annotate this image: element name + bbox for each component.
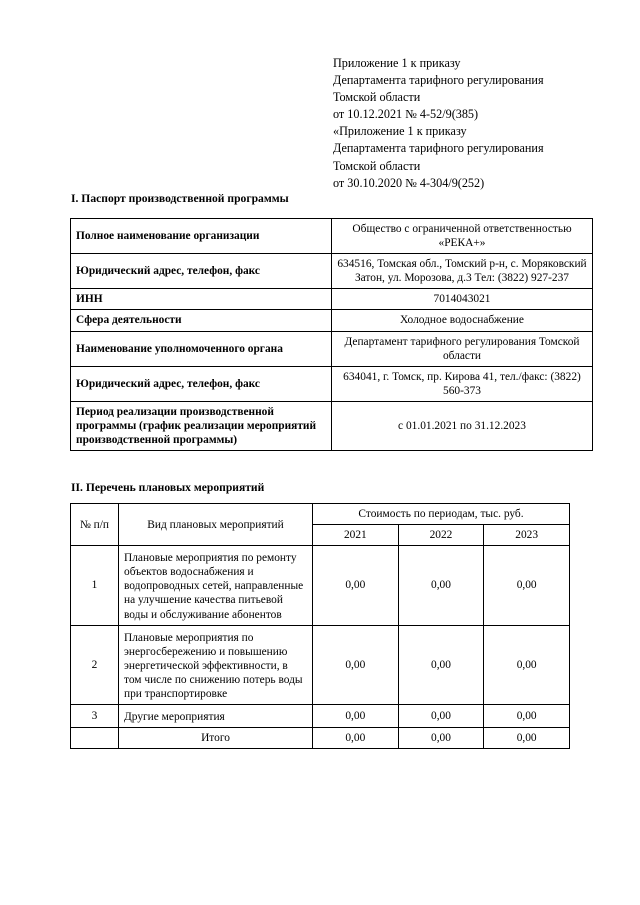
passport-row-value: 634516, Томская обл., Томский р-н, с. Моряковский Затон, ул. Морозова, д.3 Тел: (3822) 927-237 xyxy=(332,254,593,289)
measure-num: 3 xyxy=(71,705,119,728)
column-header-year-2021: 2021 xyxy=(313,525,399,546)
measure-kind: Плановые мероприятия по энергосбережению и повышению энергетической эффективности, в том числе по снижению потерь воды при транспортировке xyxy=(119,625,313,704)
measure-kind: Плановые мероприятия по ремонту объектов водоснабжения и водопроводных сетей, направленные на улучшение качества питьевой воды и обслуживание абонентов xyxy=(119,546,313,625)
column-header-num: № п/п xyxy=(71,504,119,546)
table-row xyxy=(71,546,570,625)
table-row xyxy=(71,331,593,366)
header-line: Томской области xyxy=(333,158,421,173)
measure-value-2022: 0,00 xyxy=(398,705,484,728)
table-row xyxy=(71,254,593,289)
table-header-row xyxy=(71,504,570,525)
table-row xyxy=(71,625,570,704)
passport-row-value: Общество с ограниченной ответственностью «РЕКА+» xyxy=(332,219,593,254)
total-value-2022: 0,00 xyxy=(398,728,484,749)
measure-value-2023: 0,00 xyxy=(484,546,570,625)
measure-value-2023: 0,00 xyxy=(484,625,570,704)
passport-row-label: Период реализации производственной программы (график реализации мероприятий производственной программы) xyxy=(71,401,332,450)
passport-row-label: Полное наименование организации xyxy=(71,219,332,254)
measure-value-2023: 0,00 xyxy=(484,705,570,728)
column-header-kind: Вид плановых мероприятий xyxy=(119,504,313,546)
header-line: Приложение 1 к приказу xyxy=(333,56,461,70)
header-line: от 30.10.2020 № 4-304/9(252) xyxy=(333,175,485,190)
header-line: Департамента тарифного регулирования xyxy=(333,73,544,88)
passport-row-label: Юридический адрес, телефон, факс xyxy=(71,254,332,289)
passport-row-value: 634041, г. Томск, пр. Кирова 41, тел./факс: (3822) 560-373 xyxy=(332,366,593,401)
passport-table xyxy=(70,218,593,451)
total-label: Итого xyxy=(119,728,313,749)
column-header-year-2023: 2023 xyxy=(484,525,570,546)
section-heading-measures: II. Перечень плановых мероприятий xyxy=(71,481,265,494)
measure-num: 1 xyxy=(71,546,119,625)
document-header-block xyxy=(333,55,613,192)
section-heading-passport: I. Паспорт производственной программы xyxy=(71,192,289,205)
table-row xyxy=(71,366,593,401)
table-row xyxy=(71,705,570,728)
header-line: Томской области xyxy=(333,90,421,105)
column-header-year-2022: 2022 xyxy=(398,525,484,546)
measure-kind: Другие мероприятия xyxy=(119,705,313,728)
table-row xyxy=(71,289,593,310)
header-line: от 10.12.2021 № 4-52/9(385) xyxy=(333,107,479,122)
measure-value-2021: 0,00 xyxy=(313,705,399,728)
total-value-2021: 0,00 xyxy=(313,728,399,749)
column-header-cost-group: Стоимость по периодам, тыс. руб. xyxy=(313,504,570,525)
table-row xyxy=(71,401,593,450)
measure-num: 2 xyxy=(71,625,119,704)
measures-table xyxy=(70,503,570,749)
table-total-row xyxy=(71,728,570,749)
total-num-empty xyxy=(71,728,119,749)
passport-row-label: ИНН xyxy=(71,289,332,310)
passport-row-value: Департамент тарифного регулирования Томской области xyxy=(332,331,593,366)
passport-row-value: Холодное водоснабжение xyxy=(332,310,593,331)
table-row xyxy=(71,219,593,254)
measure-value-2021: 0,00 xyxy=(313,625,399,704)
header-line: «Приложение 1 к приказу xyxy=(333,124,467,139)
header-line: Департамента тарифного регулирования xyxy=(333,141,544,156)
measure-value-2022: 0,00 xyxy=(398,546,484,625)
passport-row-label: Сфера деятельности xyxy=(71,310,332,331)
total-value-2023: 0,00 xyxy=(484,728,570,749)
measure-value-2022: 0,00 xyxy=(398,625,484,704)
measure-value-2021: 0,00 xyxy=(313,546,399,625)
passport-row-value: с 01.01.2021 по 31.12.2023 xyxy=(332,401,593,450)
passport-row-value: 7014043021 xyxy=(332,289,593,310)
passport-row-label: Юридический адрес, телефон, факс xyxy=(71,366,332,401)
table-row xyxy=(71,310,593,331)
passport-row-label: Наименование уполномоченного органа xyxy=(71,331,332,366)
